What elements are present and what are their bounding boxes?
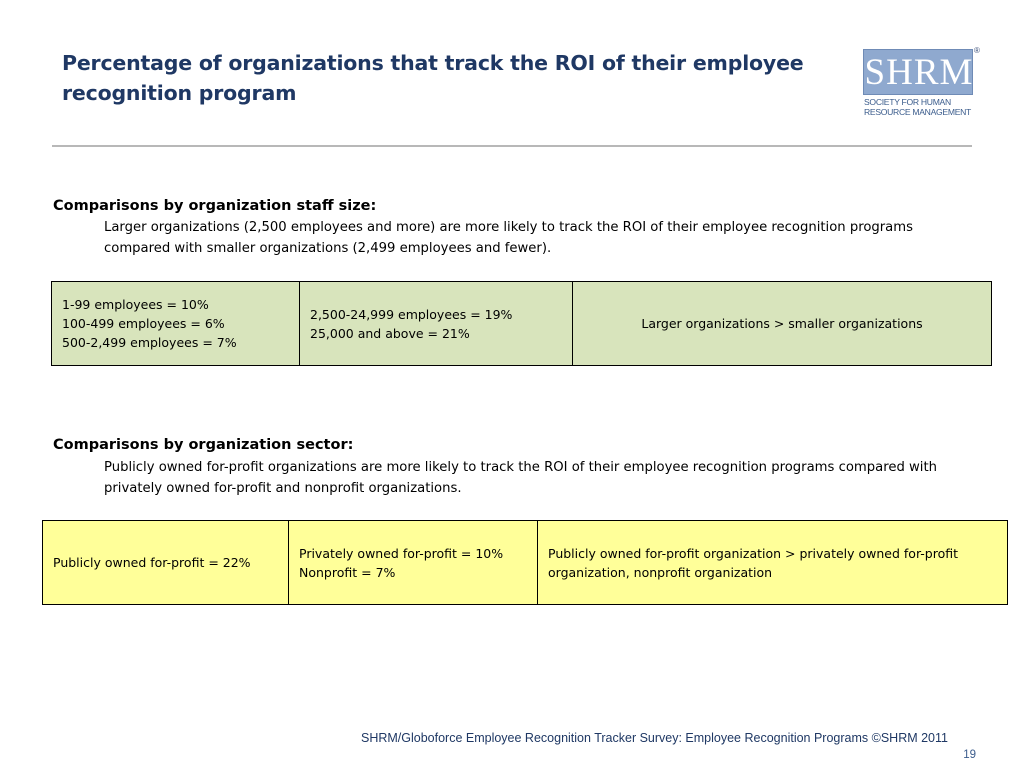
table-cell-line: 100-499 employees = 6% [62,316,225,331]
logo-wordmark: SHRM [864,52,974,93]
source-footer: SHRM/Globoforce Employee Recognition Tracker Survey: Employee Recognition Programs ©SHRM 2011 [360,731,948,745]
table-cell-line: Nonprofit = 7% [299,564,396,580]
table-cell-line: 25,000 and above = 21% [310,325,470,341]
logo-box [863,49,973,95]
sector-conclusion-cell: Publicly owned for-profit organization > privately owned for-profit organization, nonprofit organization [538,521,1008,605]
sector-description: Publicly owned for-profit organizations are more likely to track the ROI of their employee recognition programs compared with privately owned for-profit and nonprofit organizations. [104,460,937,496]
table-cell-line: 2,500-24,999 employees = 19% [310,306,513,322]
size-conclusion-cell: Larger organizations > smaller organizations [573,282,992,366]
table-cell-line: 500-2,499 employees = 7% [62,335,237,350]
title-divider [52,145,972,147]
table-cell-line: 1-99 employees = 10% [62,297,209,312]
shrm-logo [863,46,980,121]
logo-subtitle-line-1: SOCIETY FOR HUMAN [864,97,951,107]
slide-title-line-2: recognition program [62,81,297,105]
large-org-cell [300,282,573,366]
public-org-cell: Publicly owned for-profit = 22% [43,521,289,605]
table-cell-line: Privately owned for-profit = 10% [299,545,504,561]
table-row [43,521,1008,605]
staff-size-heading: Comparisons by organization staff size: [53,198,377,214]
table-row [52,282,992,366]
logo-subtitle [864,97,982,117]
slide-title [62,48,822,108]
staff-size-description: Larger organizations (2,500 employees and more) are more likely to track the ROI of their employee recognition programs compared with smaller organizations (2,499 employees and fewer). [104,220,913,256]
slide-title-line-1: Percentage of organizations that track the ROI of their employee [62,51,804,75]
page-number: 19 [963,749,976,761]
private-nonprofit-cell [289,521,538,605]
staff-size-table [51,281,992,366]
small-org-cell [52,282,300,366]
sector-heading: Comparisons by organization sector: [53,437,354,453]
logo-registered-mark: ® [974,46,980,55]
sector-table [42,520,1008,605]
logo-subtitle-line-2: RESOURCE MANAGEMENT [864,107,971,117]
